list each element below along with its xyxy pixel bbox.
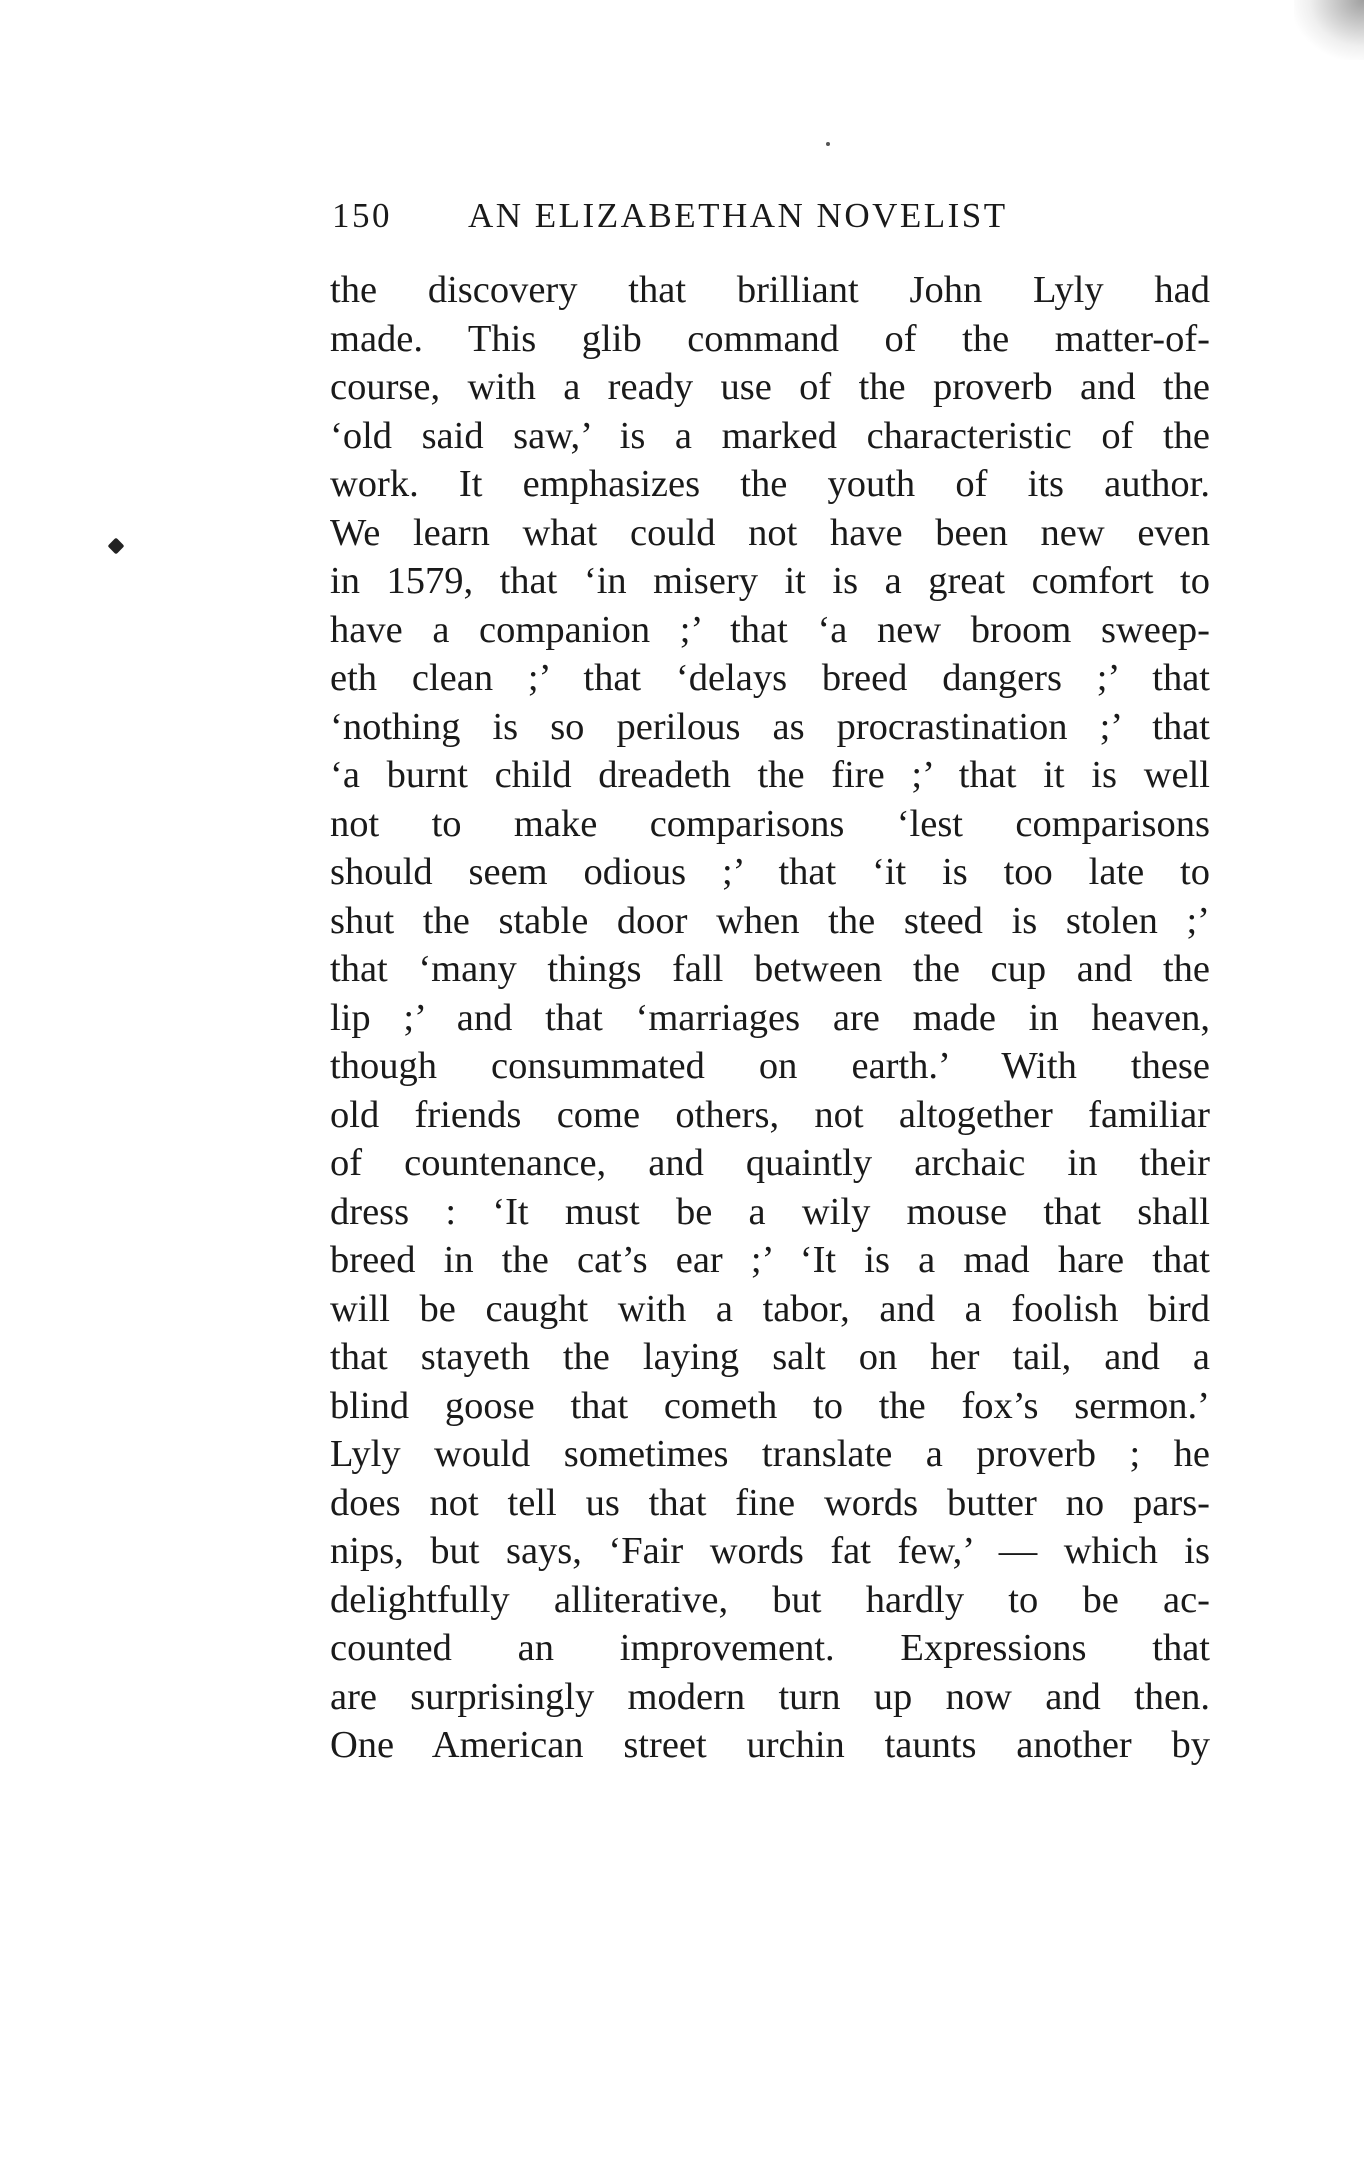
text-line: ‘a burnt child dreadeth the fire ;’ that it is well bbox=[330, 754, 1210, 796]
text-line: made. This glib command of the matter-of- bbox=[330, 317, 1210, 360]
text-line: We learn what could not have been new even bbox=[330, 511, 1210, 554]
text-line: shut the stable door when the steed is stolen ;’ bbox=[330, 899, 1210, 942]
text-line: have a companion ;’ that ‘a new broom sweep- bbox=[330, 608, 1210, 651]
text-line: One American street urchin taunts another by bbox=[330, 1724, 1210, 1766]
text-line: will be caught with a tabor, and a foolish bird bbox=[330, 1287, 1210, 1330]
text-line: are surprisingly modern turn up now and then. bbox=[330, 1675, 1210, 1718]
text-line: does not tell us that fine words butter no pars- bbox=[330, 1481, 1210, 1524]
text-line: should seem odious ;’ that ‘it is too late to bbox=[330, 851, 1210, 893]
text-line: Lyly would sometimes translate a proverb ; he bbox=[330, 1433, 1210, 1475]
text-line: though consummated on earth.’ With these bbox=[330, 1045, 1210, 1087]
text-line: counted an improvement. Expressions that bbox=[330, 1627, 1210, 1669]
text-line: delightfully alliterative, but hardly to be ac- bbox=[330, 1578, 1210, 1621]
text-line: not to make comparisons ‘lest comparisons bbox=[330, 802, 1210, 845]
running-title: AN ELIZABETHAN NOVELIST bbox=[468, 196, 1008, 235]
stray-ink-dot bbox=[826, 142, 830, 146]
text-line: lip ;’ and that ‘marriages are made in heaven, bbox=[330, 996, 1210, 1039]
text-line: in 1579, that ‘in misery it is a great comfort to bbox=[330, 560, 1210, 602]
text-line: that stayeth the laying salt on her tail, and a bbox=[330, 1336, 1210, 1378]
page-number: 150 bbox=[332, 196, 392, 235]
page-corner-smudge bbox=[1294, 0, 1364, 60]
text-line: work. It emphasizes the youth of its author. bbox=[330, 463, 1210, 505]
running-head bbox=[332, 196, 1212, 246]
text-line: of countenance, and quaintly archaic in their bbox=[330, 1142, 1210, 1184]
margin-ink-mark bbox=[108, 538, 125, 555]
text-line: ‘old said saw,’ is a marked characteristic of the bbox=[330, 414, 1210, 457]
text-line: ‘nothing is so perilous as procrastination ;’ that bbox=[330, 705, 1210, 748]
text-line: that ‘many things fall between the cup and the bbox=[330, 948, 1210, 990]
text-line: old friends come others, not altogether familiar bbox=[330, 1093, 1210, 1136]
body-text bbox=[330, 266, 1210, 1770]
text-line: course, with a ready use of the proverb and the bbox=[330, 366, 1210, 408]
text-line: nips, but says, ‘Fair words fat few,’ — which is bbox=[330, 1530, 1210, 1572]
text-line: the discovery that brilliant John Lyly had bbox=[330, 269, 1210, 311]
text-line: eth clean ;’ that ‘delays breed dangers ;’ that bbox=[330, 657, 1210, 699]
text-line: breed in the cat’s ear ;’ ‘It is a mad hare that bbox=[330, 1239, 1210, 1281]
text-line: dress : ‘It must be a wily mouse that shall bbox=[330, 1190, 1210, 1233]
text-line: blind goose that cometh to the fox’s sermon.’ bbox=[330, 1384, 1210, 1427]
